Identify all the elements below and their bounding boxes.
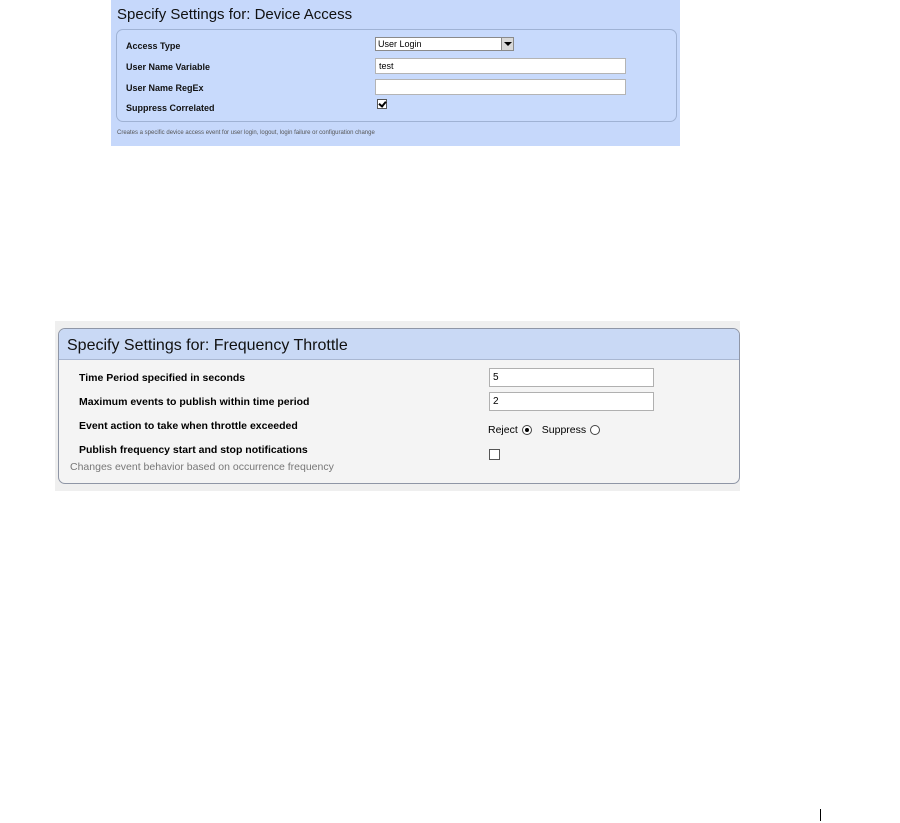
frequency-throttle-frame [58, 328, 740, 484]
suppress-correlated-label: Suppress Correlated [126, 103, 215, 113]
chevron-down-icon[interactable] [501, 38, 513, 50]
device-access-description: Creates a specific device access event for user login, logout, login failure or configuration change [117, 130, 375, 136]
access-type-label: Access Type [126, 41, 181, 51]
access-type-value: User Login [378, 39, 422, 49]
frequency-throttle-title: Specify Settings for: Frequency Throttle [67, 337, 348, 354]
user-name-regex-input[interactable] [375, 79, 626, 95]
user-name-variable-input[interactable]: test [375, 58, 626, 74]
publish-notifications-label: Publish frequency start and stop notifications [79, 444, 308, 456]
event-action-label: Event action to take when throttle exceeded [79, 420, 298, 432]
suppress-label: Suppress [541, 424, 587, 436]
page-marker-line [820, 809, 821, 821]
event-action-radio-group [488, 424, 600, 436]
max-events-label: Maximum events to publish within time period [79, 396, 310, 408]
time-period-input[interactable]: 5 [489, 368, 654, 387]
device-access-panel [111, 0, 680, 146]
user-name-variable-label: User Name Variable [126, 62, 211, 72]
frequency-throttle-panel [55, 321, 740, 491]
reject-radio[interactable] [522, 425, 532, 435]
max-events-input[interactable]: 2 [489, 392, 654, 411]
time-period-label: Time Period specified in seconds [79, 372, 246, 384]
frequency-throttle-description: Changes event behavior based on occurrence frequency [70, 461, 334, 473]
frequency-throttle-header [59, 329, 739, 360]
publish-notifications-checkbox[interactable] [489, 449, 500, 460]
access-type-select[interactable] [375, 37, 514, 51]
device-access-title: Specify Settings for: Device Access [117, 6, 353, 23]
suppress-radio[interactable] [590, 425, 600, 435]
user-name-regex-label: User Name RegEx [126, 83, 204, 93]
suppress-correlated-checkbox[interactable] [377, 99, 387, 109]
reject-label: Reject [488, 424, 518, 436]
